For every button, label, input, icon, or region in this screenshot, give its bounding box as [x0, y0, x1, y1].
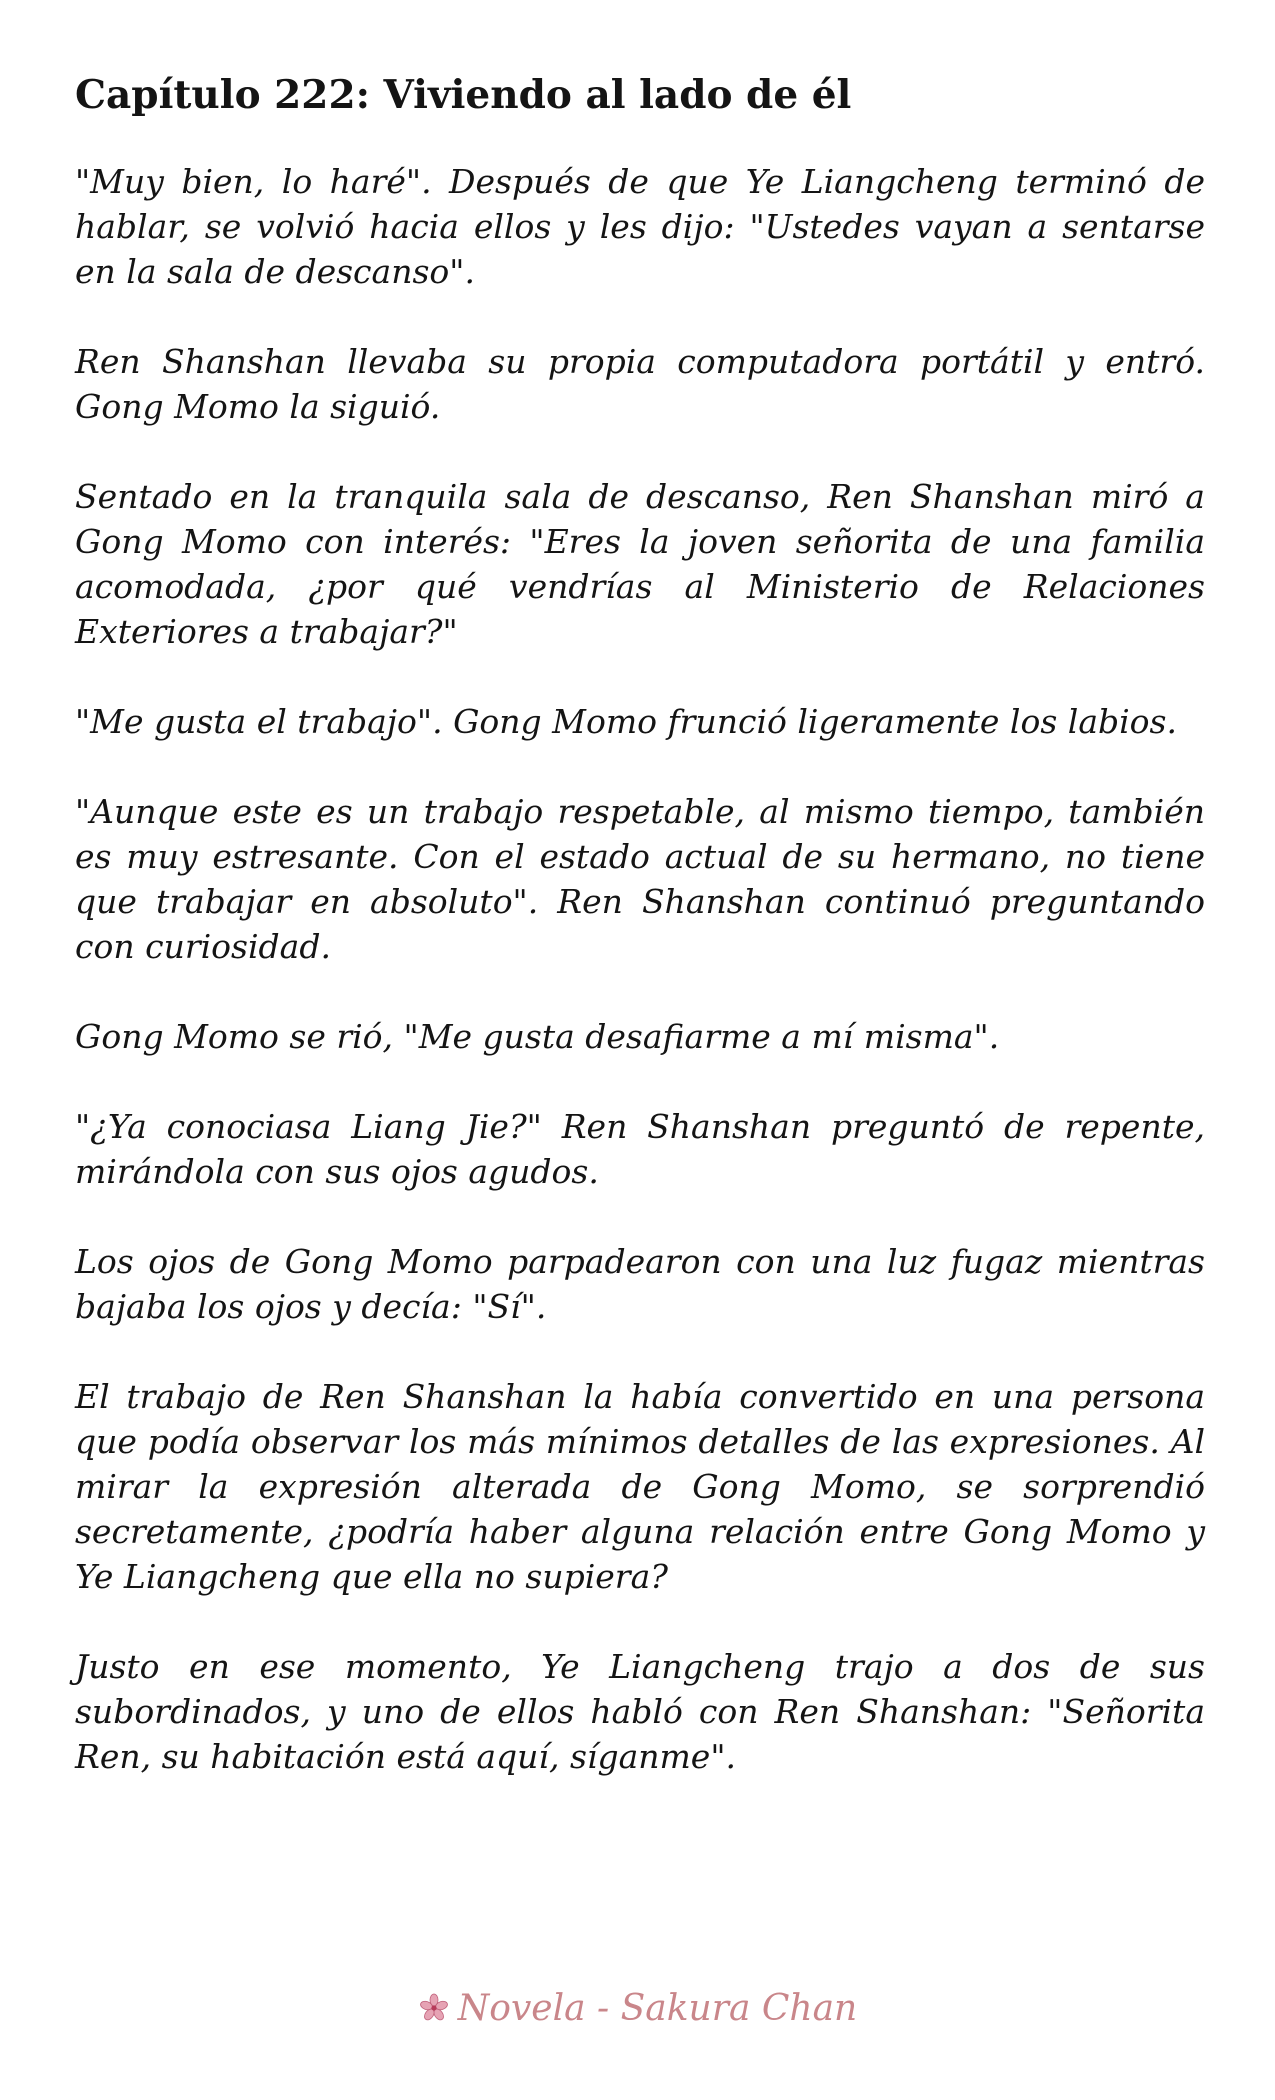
paragraph-1: "Muy bien, lo haré". Después de que Ye Liangcheng terminó de hablar, se volvió hacia ellos y les dijo: "Ustedes vayan a sentarse en la sala de descanso".	[75, 161, 1205, 291]
watermark	[0, 1988, 1275, 2029]
watermark-text: Novela - Sakura Chan	[457, 1988, 858, 2029]
paragraph-4: "Me gusta el trabajo". Gong Momo frunció ligeramente los labios.	[75, 701, 1177, 741]
paragraph-8: Los ojos de Gong Momo parpadearon con una luz fugaz mientras bajaba los ojos y decía: "Sí".	[75, 1241, 1205, 1326]
sakura-flower-icon	[418, 1992, 450, 2024]
paragraph-9: El trabajo de Ren Shanshan la había convertido en una persona que podía observar los más mínimos detalles de las expresiones. Al mirar la expresión alterada de Gong Momo, se sorprendió secretamente, ¿podría haber alguna relación entre Gong Momo y Ye Liangcheng que ella no supiera?	[75, 1376, 1205, 1596]
paragraph-2: Ren Shanshan llevaba su propia computadora portátil y entró. Gong Momo la siguió.	[75, 341, 1205, 426]
paragraph-3: Sentado en la tranquila sala de descanso, Ren Shanshan miró a Gong Momo con interés: "Eres la joven señorita de una familia acomodada, ¿por qué vendrías al Ministerio de Relaciones Exteriores a trabajar?"	[75, 476, 1205, 651]
paragraph-6: Gong Momo se rió, "Me gusta desafiarme a mí misma".	[75, 1016, 1000, 1056]
chapter-title: Capítulo 222: Viviendo al lado de él	[75, 72, 852, 118]
paragraph-7: "¿Ya conociasa Liang Jie?" Ren Shanshan preguntó de repente, mirándola con sus ojos agudos.	[75, 1106, 1205, 1191]
paragraph-5: "Aunque este es un trabajo respetable, al mismo tiempo, también es muy estresante. Con el estado actual de su hermano, no tiene que trabajar en absoluto". Ren Shanshan continuó preguntando con curiosidad.	[75, 791, 1205, 966]
paragraph-10: Justo en ese momento, Ye Liangcheng trajo a dos de sus subordinados, y uno de ellos habló con Ren Shanshan: "Señorita Ren, su habitación está aquí, síganme".	[75, 1646, 1205, 1776]
chapter-page	[75, 72, 1205, 1824]
